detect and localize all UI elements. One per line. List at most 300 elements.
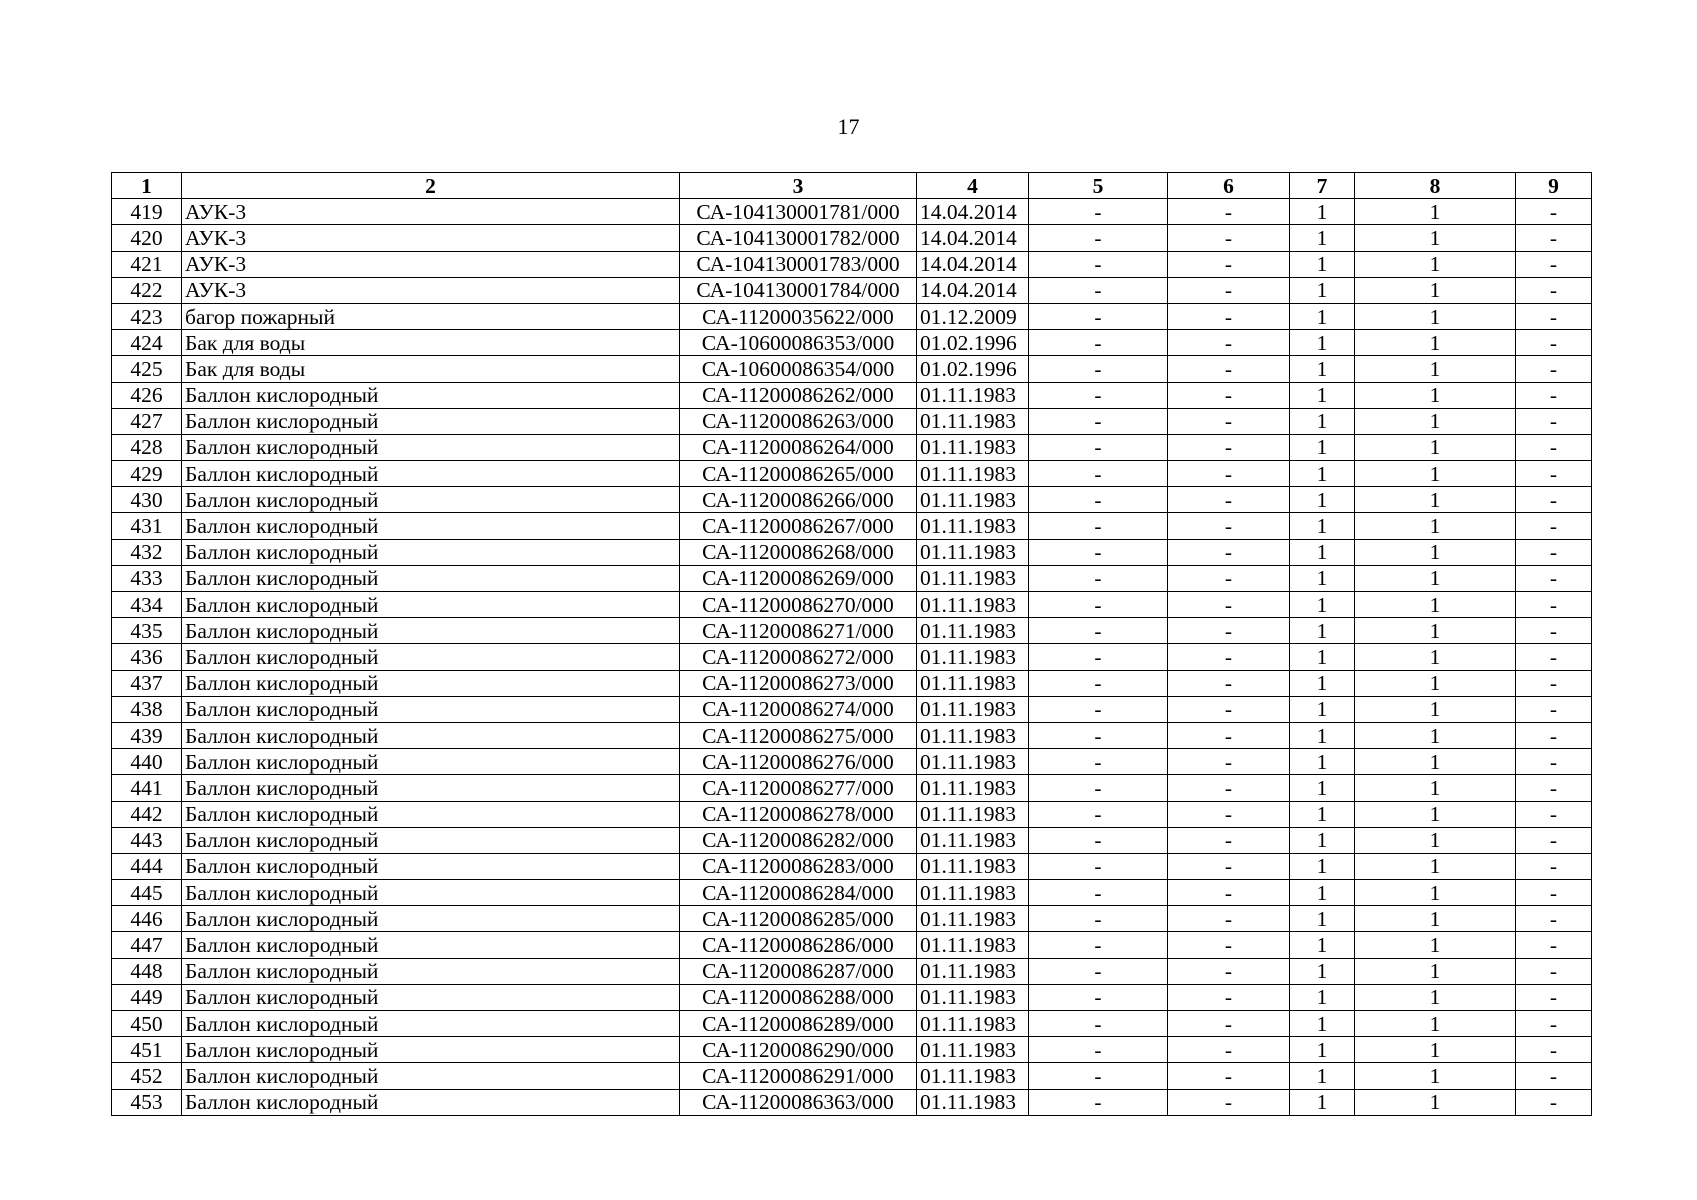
date: 01.11.1983 (917, 487, 1029, 513)
row-number: 453 (112, 1089, 182, 1115)
column-6-value: - (1168, 906, 1290, 932)
column-5-value: - (1029, 487, 1168, 513)
column-5-value: - (1029, 565, 1168, 591)
row-number: 443 (112, 827, 182, 853)
date: 01.11.1983 (917, 1037, 1029, 1063)
column-6-value: - (1168, 251, 1290, 277)
column-6-value: - (1168, 722, 1290, 748)
column-8-value: 1 (1355, 356, 1516, 382)
row-number: 441 (112, 775, 182, 801)
item-name: Баллон кислородный (182, 853, 680, 879)
inventory-code: СА-10600086353/000 (680, 330, 917, 356)
table-row (112, 644, 1592, 670)
column-5-value: - (1029, 1011, 1168, 1037)
column-9-value: - (1516, 618, 1592, 644)
date: 01.11.1983 (917, 408, 1029, 434)
column-8-value: 1 (1355, 880, 1516, 906)
table-row (112, 749, 1592, 775)
item-name: Баллон кислородный (182, 1063, 680, 1089)
table-row (112, 958, 1592, 984)
column-6-value: - (1168, 539, 1290, 565)
column-8-value: 1 (1355, 644, 1516, 670)
table-row (112, 330, 1592, 356)
item-name: Баллон кислородный (182, 487, 680, 513)
table-row (112, 277, 1592, 303)
table-row (112, 670, 1592, 696)
item-name: Баллон кислородный (182, 906, 680, 932)
item-name: Баллон кислородный (182, 1037, 680, 1063)
row-number: 432 (112, 539, 182, 565)
column-9-value: - (1516, 592, 1592, 618)
inventory-code: СА-11200086266/000 (680, 487, 917, 513)
inventory-code: СА-11200086267/000 (680, 513, 917, 539)
table-row (112, 906, 1592, 932)
date: 01.11.1983 (917, 801, 1029, 827)
column-6-value: - (1168, 932, 1290, 958)
column-8-value: 1 (1355, 775, 1516, 801)
item-name: Баллон кислородный (182, 722, 680, 748)
table-row (112, 1037, 1592, 1063)
column-5-value: - (1029, 434, 1168, 460)
row-number: 423 (112, 303, 182, 329)
column-6-value: - (1168, 382, 1290, 408)
item-name: АУК-3 (182, 251, 680, 277)
row-number: 440 (112, 749, 182, 775)
column-5-value: - (1029, 932, 1168, 958)
table-row (112, 199, 1592, 225)
item-name: Бак для воды (182, 356, 680, 382)
column-8-value: 1 (1355, 382, 1516, 408)
date: 01.11.1983 (917, 644, 1029, 670)
inventory-code: СА-104130001782/000 (680, 225, 917, 251)
row-number: 451 (112, 1037, 182, 1063)
table-row (112, 303, 1592, 329)
date: 14.04.2014 (917, 199, 1029, 225)
column-7-value: 1 (1290, 696, 1355, 722)
table-row (112, 984, 1592, 1010)
column-7-value: 1 (1290, 356, 1355, 382)
table-row (112, 565, 1592, 591)
inventory-code: СА-11200086290/000 (680, 1037, 917, 1063)
column-9-value: - (1516, 461, 1592, 487)
column-7-value: 1 (1290, 906, 1355, 932)
column-7-value: 1 (1290, 722, 1355, 748)
table-row (112, 434, 1592, 460)
table-row (112, 592, 1592, 618)
inventory-code: СА-11200086282/000 (680, 827, 917, 853)
date: 01.11.1983 (917, 722, 1029, 748)
date: 14.04.2014 (917, 225, 1029, 251)
column-7-value: 1 (1290, 618, 1355, 644)
row-number: 429 (112, 461, 182, 487)
item-name: Баллон кислородный (182, 513, 680, 539)
column-5-value: - (1029, 853, 1168, 879)
inventory-code: СА-11200086272/000 (680, 644, 917, 670)
column-6-value: - (1168, 461, 1290, 487)
row-number: 437 (112, 670, 182, 696)
column-5-value: - (1029, 382, 1168, 408)
column-9-value: - (1516, 225, 1592, 251)
item-name: Баллон кислородный (182, 696, 680, 722)
row-number: 419 (112, 199, 182, 225)
inventory-code: СА-11200086271/000 (680, 618, 917, 644)
column-5-value: - (1029, 461, 1168, 487)
column-9-value: - (1516, 644, 1592, 670)
column-5-value: - (1029, 749, 1168, 775)
column-6-value: - (1168, 408, 1290, 434)
column-9-value: - (1516, 199, 1592, 225)
column-8-value: 1 (1355, 853, 1516, 879)
column-9-value: - (1516, 696, 1592, 722)
column-7-value: 1 (1290, 408, 1355, 434)
row-number: 420 (112, 225, 182, 251)
column-5-value: - (1029, 251, 1168, 277)
column-9-value: - (1516, 487, 1592, 513)
item-name: Баллон кислородный (182, 382, 680, 408)
page-number: 17 (837, 114, 860, 139)
item-name: Баллон кислородный (182, 749, 680, 775)
row-number: 452 (112, 1063, 182, 1089)
column-5-value: - (1029, 696, 1168, 722)
column-7-value: 1 (1290, 932, 1355, 958)
column-7-value: 1 (1290, 958, 1355, 984)
table-row (112, 461, 1592, 487)
column-6-value: - (1168, 853, 1290, 879)
item-name: Баллон кислородный (182, 408, 680, 434)
column-9-value: - (1516, 565, 1592, 591)
column-8-value: 1 (1355, 277, 1516, 303)
table-row (112, 696, 1592, 722)
inventory-code: СА-11200086287/000 (680, 958, 917, 984)
column-8-value: 1 (1355, 199, 1516, 225)
inventory-code: СА-104130001784/000 (680, 277, 917, 303)
column-9-value: - (1516, 277, 1592, 303)
column-7-value: 1 (1290, 827, 1355, 853)
column-8-value: 1 (1355, 749, 1516, 775)
column-7-value: 1 (1290, 330, 1355, 356)
column-9-value: - (1516, 906, 1592, 932)
row-number: 434 (112, 592, 182, 618)
row-number: 449 (112, 984, 182, 1010)
column-7-value: 1 (1290, 225, 1355, 251)
column-5-value: - (1029, 408, 1168, 434)
column-6-value: - (1168, 303, 1290, 329)
date: 01.11.1983 (917, 749, 1029, 775)
column-8-value: 1 (1355, 539, 1516, 565)
column-7-value: 1 (1290, 775, 1355, 801)
inventory-table (111, 172, 1592, 1116)
inventory-code: СА-11200086268/000 (680, 539, 917, 565)
item-name: АУК-3 (182, 225, 680, 251)
column-9-value: - (1516, 251, 1592, 277)
column-7-value: 1 (1290, 513, 1355, 539)
column-6-value: - (1168, 1089, 1290, 1115)
inventory-code: СА-11200086291/000 (680, 1063, 917, 1089)
column-6-value: - (1168, 749, 1290, 775)
column-8-value: 1 (1355, 330, 1516, 356)
inventory-code: СА-11200086263/000 (680, 408, 917, 434)
column-8-value: 1 (1355, 487, 1516, 513)
date: 01.11.1983 (917, 853, 1029, 879)
date: 01.02.1996 (917, 356, 1029, 382)
column-8-value: 1 (1355, 801, 1516, 827)
column-5-value: - (1029, 513, 1168, 539)
item-name: Баллон кислородный (182, 1011, 680, 1037)
column-header: 2 (182, 173, 680, 199)
column-header: 4 (917, 173, 1029, 199)
inventory-code: СА-11200086288/000 (680, 984, 917, 1010)
column-8-value: 1 (1355, 958, 1516, 984)
column-5-value: - (1029, 880, 1168, 906)
column-9-value: - (1516, 1063, 1592, 1089)
column-7-value: 1 (1290, 565, 1355, 591)
table-row (112, 1089, 1592, 1115)
column-8-value: 1 (1355, 303, 1516, 329)
column-5-value: - (1029, 644, 1168, 670)
column-7-value: 1 (1290, 382, 1355, 408)
column-6-value: - (1168, 775, 1290, 801)
column-5-value: - (1029, 670, 1168, 696)
item-name: Баллон кислородный (182, 880, 680, 906)
column-9-value: - (1516, 932, 1592, 958)
column-7-value: 1 (1290, 670, 1355, 696)
column-9-value: - (1516, 408, 1592, 434)
row-number: 442 (112, 801, 182, 827)
row-number: 435 (112, 618, 182, 644)
column-7-value: 1 (1290, 880, 1355, 906)
inventory-code: СА-11200086264/000 (680, 434, 917, 460)
row-number: 447 (112, 932, 182, 958)
column-5-value: - (1029, 958, 1168, 984)
inventory-code: СА-11200086283/000 (680, 853, 917, 879)
row-number: 444 (112, 853, 182, 879)
column-6-value: - (1168, 1011, 1290, 1037)
item-name: Баллон кислородный (182, 1089, 680, 1115)
column-8-value: 1 (1355, 827, 1516, 853)
column-header: 7 (1290, 173, 1355, 199)
table-row (112, 513, 1592, 539)
column-9-value: - (1516, 853, 1592, 879)
column-8-value: 1 (1355, 984, 1516, 1010)
item-name: Баллон кислородный (182, 434, 680, 460)
inventory-code: СА-11200086363/000 (680, 1089, 917, 1115)
column-5-value: - (1029, 618, 1168, 644)
column-5-value: - (1029, 801, 1168, 827)
column-7-value: 1 (1290, 801, 1355, 827)
item-name: Баллон кислородный (182, 592, 680, 618)
column-6-value: - (1168, 225, 1290, 251)
column-9-value: - (1516, 303, 1592, 329)
row-number: 426 (112, 382, 182, 408)
date: 14.04.2014 (917, 251, 1029, 277)
table-row (112, 618, 1592, 644)
row-number: 425 (112, 356, 182, 382)
item-name: Баллон кислородный (182, 775, 680, 801)
column-6-value: - (1168, 827, 1290, 853)
inventory-code: СА-11200086286/000 (680, 932, 917, 958)
column-8-value: 1 (1355, 906, 1516, 932)
column-5-value: - (1029, 1089, 1168, 1115)
column-8-value: 1 (1355, 513, 1516, 539)
item-name: Баллон кислородный (182, 827, 680, 853)
column-9-value: - (1516, 880, 1592, 906)
table-row (112, 356, 1592, 382)
item-name: Бак для воды (182, 330, 680, 356)
column-5-value: - (1029, 984, 1168, 1010)
column-8-value: 1 (1355, 1037, 1516, 1063)
column-6-value: - (1168, 984, 1290, 1010)
date: 01.11.1983 (917, 513, 1029, 539)
column-8-value: 1 (1355, 670, 1516, 696)
column-6-value: - (1168, 1063, 1290, 1089)
inventory-code: СА-104130001783/000 (680, 251, 917, 277)
date: 01.11.1983 (917, 592, 1029, 618)
date: 01.11.1983 (917, 1011, 1029, 1037)
column-8-value: 1 (1355, 1011, 1516, 1037)
inventory-code: СА-11200035622/000 (680, 303, 917, 329)
row-number: 448 (112, 958, 182, 984)
row-number: 431 (112, 513, 182, 539)
column-5-value: - (1029, 356, 1168, 382)
table-row (112, 801, 1592, 827)
row-number: 421 (112, 251, 182, 277)
column-6-value: - (1168, 199, 1290, 225)
column-9-value: - (1516, 984, 1592, 1010)
column-5-value: - (1029, 330, 1168, 356)
row-number: 439 (112, 722, 182, 748)
inventory-code: СА-11200086265/000 (680, 461, 917, 487)
column-9-value: - (1516, 958, 1592, 984)
date: 01.11.1983 (917, 775, 1029, 801)
column-6-value: - (1168, 565, 1290, 591)
column-9-value: - (1516, 775, 1592, 801)
date: 14.04.2014 (917, 277, 1029, 303)
item-name: багор пожарный (182, 303, 680, 329)
column-9-value: - (1516, 330, 1592, 356)
table-row (112, 408, 1592, 434)
column-5-value: - (1029, 775, 1168, 801)
date: 01.11.1983 (917, 906, 1029, 932)
date: 01.11.1983 (917, 618, 1029, 644)
column-8-value: 1 (1355, 1063, 1516, 1089)
column-6-value: - (1168, 356, 1290, 382)
row-number: 430 (112, 487, 182, 513)
column-9-value: - (1516, 1011, 1592, 1037)
table-row (112, 225, 1592, 251)
column-6-value: - (1168, 434, 1290, 460)
inventory-code: СА-11200086285/000 (680, 906, 917, 932)
column-header: 3 (680, 173, 917, 199)
column-5-value: - (1029, 303, 1168, 329)
column-7-value: 1 (1290, 277, 1355, 303)
date: 01.11.1983 (917, 827, 1029, 853)
inventory-code: СА-11200086289/000 (680, 1011, 917, 1037)
column-6-value: - (1168, 277, 1290, 303)
column-7-value: 1 (1290, 853, 1355, 879)
item-name: Баллон кислородный (182, 958, 680, 984)
column-7-value: 1 (1290, 303, 1355, 329)
column-5-value: - (1029, 1063, 1168, 1089)
column-9-value: - (1516, 801, 1592, 827)
column-8-value: 1 (1355, 408, 1516, 434)
column-7-value: 1 (1290, 592, 1355, 618)
item-name: Баллон кислородный (182, 670, 680, 696)
row-number: 450 (112, 1011, 182, 1037)
row-number: 428 (112, 434, 182, 460)
column-5-value: - (1029, 277, 1168, 303)
column-7-value: 1 (1290, 461, 1355, 487)
date: 01.11.1983 (917, 434, 1029, 460)
inventory-code: СА-11200086278/000 (680, 801, 917, 827)
inventory-code: СА-104130001781/000 (680, 199, 917, 225)
column-7-value: 1 (1290, 1063, 1355, 1089)
column-8-value: 1 (1355, 696, 1516, 722)
date: 01.12.2009 (917, 303, 1029, 329)
column-5-value: - (1029, 906, 1168, 932)
table-row (112, 722, 1592, 748)
column-9-value: - (1516, 356, 1592, 382)
inventory-code: СА-11200086277/000 (680, 775, 917, 801)
column-6-value: - (1168, 696, 1290, 722)
table-row (112, 382, 1592, 408)
date: 01.11.1983 (917, 539, 1029, 565)
column-header: 1 (112, 173, 182, 199)
column-5-value: - (1029, 539, 1168, 565)
date: 01.11.1983 (917, 1063, 1029, 1089)
column-9-value: - (1516, 827, 1592, 853)
column-9-value: - (1516, 513, 1592, 539)
column-7-value: 1 (1290, 1037, 1355, 1063)
table-body (112, 199, 1592, 1116)
date: 01.11.1983 (917, 984, 1029, 1010)
column-8-value: 1 (1355, 461, 1516, 487)
item-name: АУК-3 (182, 199, 680, 225)
table-row (112, 932, 1592, 958)
table-row (112, 251, 1592, 277)
table-row (112, 775, 1592, 801)
row-number: 427 (112, 408, 182, 434)
column-9-value: - (1516, 434, 1592, 460)
date: 01.11.1983 (917, 880, 1029, 906)
column-9-value: - (1516, 670, 1592, 696)
column-8-value: 1 (1355, 722, 1516, 748)
column-6-value: - (1168, 958, 1290, 984)
date: 01.11.1983 (917, 461, 1029, 487)
column-9-value: - (1516, 382, 1592, 408)
header-row (112, 173, 1592, 199)
item-name: АУК-3 (182, 277, 680, 303)
inventory-code: СА-11200086269/000 (680, 565, 917, 591)
date: 01.11.1983 (917, 696, 1029, 722)
date: 01.11.1983 (917, 1089, 1029, 1115)
column-9-value: - (1516, 722, 1592, 748)
column-7-value: 1 (1290, 1011, 1355, 1037)
column-7-value: 1 (1290, 251, 1355, 277)
table-row (112, 539, 1592, 565)
column-5-value: - (1029, 592, 1168, 618)
column-6-value: - (1168, 1037, 1290, 1063)
item-name: Баллон кислородный (182, 644, 680, 670)
date: 01.11.1983 (917, 958, 1029, 984)
column-header: 9 (1516, 173, 1592, 199)
item-name: Баллон кислородный (182, 618, 680, 644)
column-6-value: - (1168, 487, 1290, 513)
column-6-value: - (1168, 801, 1290, 827)
column-7-value: 1 (1290, 644, 1355, 670)
column-8-value: 1 (1355, 592, 1516, 618)
column-5-value: - (1029, 199, 1168, 225)
table-row (112, 487, 1592, 513)
